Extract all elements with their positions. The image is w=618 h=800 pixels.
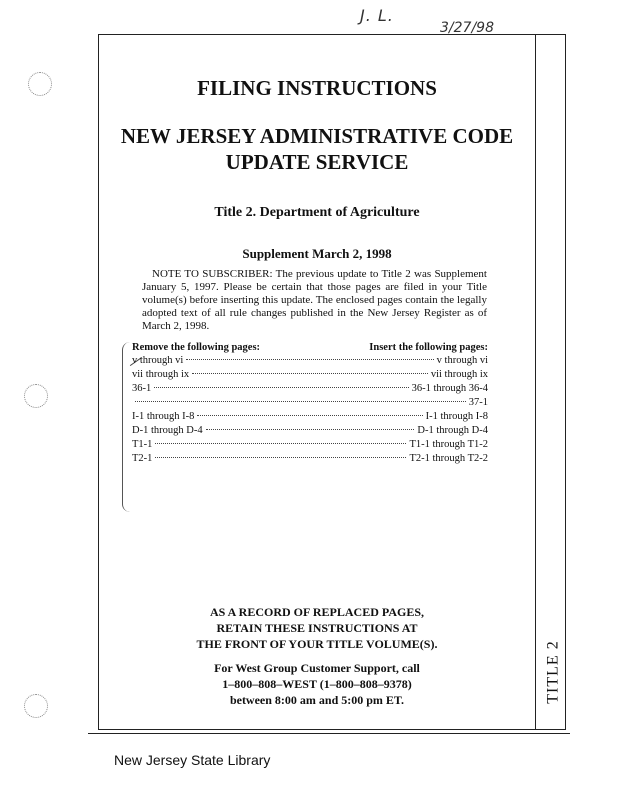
title-number: Title 2. Department of Agriculture xyxy=(214,205,420,220)
remove-header: Remove the following pages: xyxy=(132,342,261,353)
remove-pages: I-1 through I-8 xyxy=(132,411,195,422)
supplement-date: Supplement March 2, 1998 xyxy=(242,246,392,261)
table-row xyxy=(132,397,488,411)
remove-pages: T1-1 xyxy=(132,439,153,450)
remove-pages: 36-1 xyxy=(132,383,152,394)
remove-pages: D-1 through D-4 xyxy=(132,425,203,436)
insert-pages: T2-1 through T2-2 xyxy=(409,453,488,464)
page-title: FILING INSTRUCTIONS xyxy=(197,76,437,100)
insert-pages: T1-1 through T1-2 xyxy=(409,439,488,450)
remove-pages: vii through ix xyxy=(132,369,190,380)
code-title xyxy=(98,123,536,175)
record-line: RETAIN THESE INSTRUCTIONS AT xyxy=(216,621,418,635)
side-tab-strip xyxy=(536,34,566,730)
record-line: AS A RECORD OF REPLACED PAGES, xyxy=(209,605,425,619)
code-title-line2: UPDATE SERVICE xyxy=(225,150,409,174)
bottom-rule xyxy=(88,733,570,734)
support-line: 1–800–808–WEST (1–800–808–9378) xyxy=(222,677,412,691)
record-notice xyxy=(98,604,536,652)
table-row xyxy=(132,439,488,453)
table-row xyxy=(132,411,488,425)
dot-leader xyxy=(135,401,466,402)
dot-leader xyxy=(155,457,406,458)
punch-hole-icon xyxy=(24,384,48,408)
insert-pages: vii through ix xyxy=(430,369,488,380)
subscriber-note-text: NOTE TO SUBSCRIBER: The previous update to Title 2 was Supplement January 5, 1997. Please be certain that those pages are filed in your Title volume(s) before inserting this update. The enclosed pages contain the legally adopted text of all rule changes published in the New Jersey Register as of March 2, 1998. xyxy=(142,268,487,332)
handwritten-initials: J. L. xyxy=(360,6,394,25)
dot-leader xyxy=(186,359,433,360)
support-notice xyxy=(98,660,536,708)
dot-leader xyxy=(192,373,428,374)
table-row xyxy=(132,369,488,383)
handwritten-date: 3/27/98 xyxy=(440,20,494,36)
side-tab-label: TITLE 2 xyxy=(545,640,563,704)
insert-pages: 36-1 through 36-4 xyxy=(411,383,488,394)
table-row xyxy=(132,355,488,369)
punch-hole-icon xyxy=(24,694,48,718)
table-row xyxy=(132,383,488,397)
library-footer: New Jersey State Library xyxy=(114,752,271,768)
insert-pages: v through vi xyxy=(436,355,488,366)
dot-leader xyxy=(154,387,408,388)
insert-header: Insert the following pages: xyxy=(369,342,488,353)
support-line: For West Group Customer Support, call xyxy=(214,661,420,675)
remove-pages: T2-1 xyxy=(132,453,153,464)
insert-pages: 37-1 xyxy=(468,397,488,408)
subscriber-note xyxy=(142,268,487,333)
dot-leader xyxy=(206,429,415,430)
insert-pages: I-1 through I-8 xyxy=(425,411,488,422)
table-rows xyxy=(132,355,488,467)
table-row xyxy=(132,425,488,439)
support-line: between 8:00 am and 5:00 pm ET. xyxy=(229,693,405,707)
code-title-line1: NEW JERSEY ADMINISTRATIVE CODE xyxy=(120,124,514,148)
page-replacement-table xyxy=(132,342,488,467)
table-row xyxy=(132,453,488,467)
dot-leader xyxy=(155,443,406,444)
dot-leader xyxy=(197,415,422,416)
record-line: THE FRONT OF YOUR TITLE VOLUME(S). xyxy=(196,637,438,651)
punch-hole-icon xyxy=(28,72,52,96)
insert-pages: D-1 through D-4 xyxy=(417,425,488,436)
table-header xyxy=(132,342,488,353)
remove-pages: v through vi xyxy=(132,355,184,366)
